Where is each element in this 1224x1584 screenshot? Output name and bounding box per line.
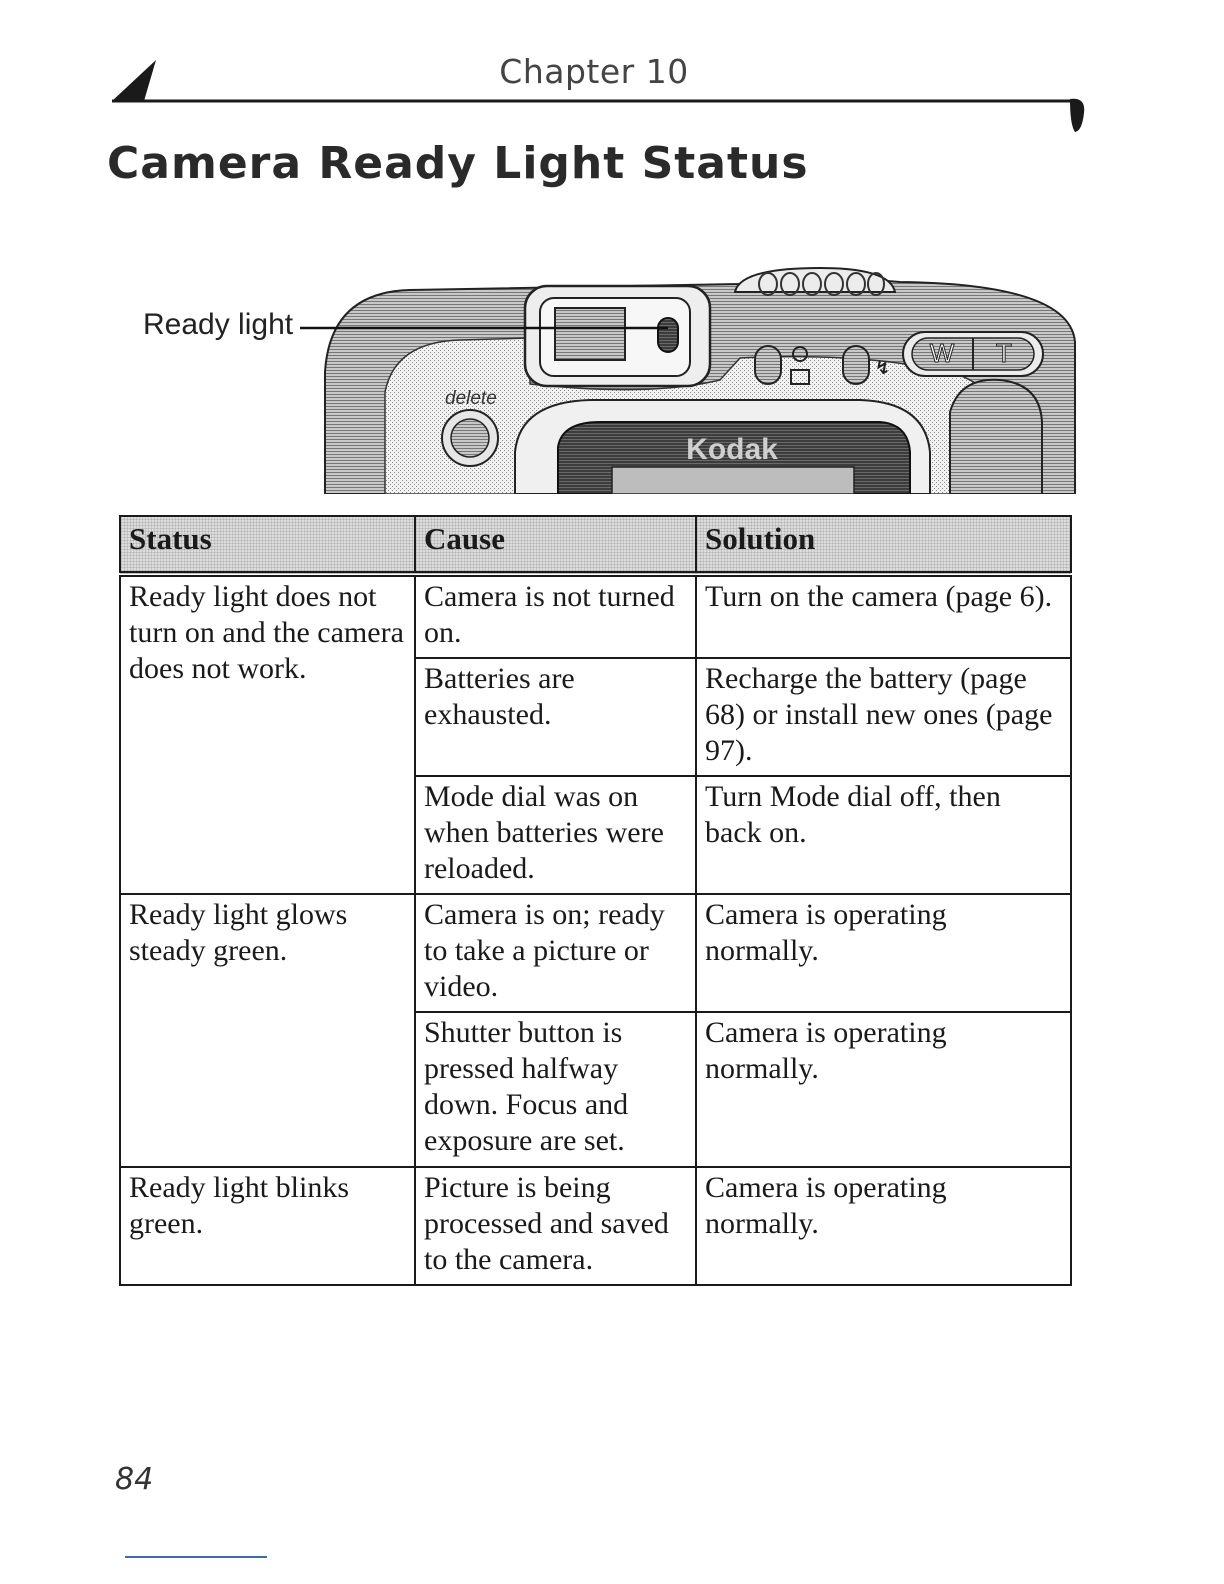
table-row (120, 574, 1071, 658)
status-cell: Ready light glows steady green. (120, 894, 415, 1167)
column-header-status: Status (120, 516, 415, 574)
cause-cell: Mode dial was on when batteries were reloaded. (415, 776, 696, 894)
cause-cell: Picture is being processed and saved to the camera. (415, 1167, 696, 1285)
header-rule (110, 55, 1090, 140)
table-row (120, 1167, 1071, 1285)
page-number: 84 (115, 1462, 154, 1497)
camera-back-illustration (300, 262, 1080, 494)
status-cell: Ready light does not turn on and the camera does not work. (120, 574, 415, 894)
solution-cell: Camera is operating normally. (696, 1167, 1071, 1285)
column-header-solution: Solution (696, 516, 1071, 574)
column-header-cause: Cause (415, 516, 696, 574)
zoom-w-label: W (929, 338, 955, 368)
ready-light-status-table (119, 515, 1072, 1286)
table-header-row (120, 516, 1071, 574)
cause-cell: Batteries are exhausted. (415, 658, 696, 776)
solution-cell: Turn Mode dial off, then back on. (696, 776, 1071, 894)
svg-text:↯: ↯ (875, 358, 891, 379)
solution-cell: Recharge the battery (page 68) or install new ones (page 97). (696, 658, 1071, 776)
cause-cell: Camera is not turned on. (415, 574, 696, 658)
delete-label: delete (445, 388, 497, 409)
chapter-heading: Chapter 10 (499, 52, 689, 91)
footer-rule (125, 1556, 267, 1558)
solution-cell: Camera is operating normally. (696, 1012, 1071, 1167)
cause-cell: Shutter button is pressed halfway down. Focus and exposure are set. (415, 1012, 696, 1167)
table-row (120, 894, 1071, 1012)
ready-light-callout-label: Ready light (143, 308, 294, 341)
solution-cell: Turn on the camera (page 6). (696, 574, 1071, 658)
kodak-brand-label: Kodak (686, 433, 778, 466)
status-cell: Ready light blinks green. (120, 1167, 415, 1285)
solution-cell: Camera is operating normally. (696, 894, 1071, 1012)
cause-cell: Camera is on; ready to take a picture or video. (415, 894, 696, 1012)
ready-light-indicator (658, 318, 678, 352)
zoom-t-label: T (996, 338, 1012, 368)
page-title: Camera Ready Light Status (107, 138, 809, 189)
